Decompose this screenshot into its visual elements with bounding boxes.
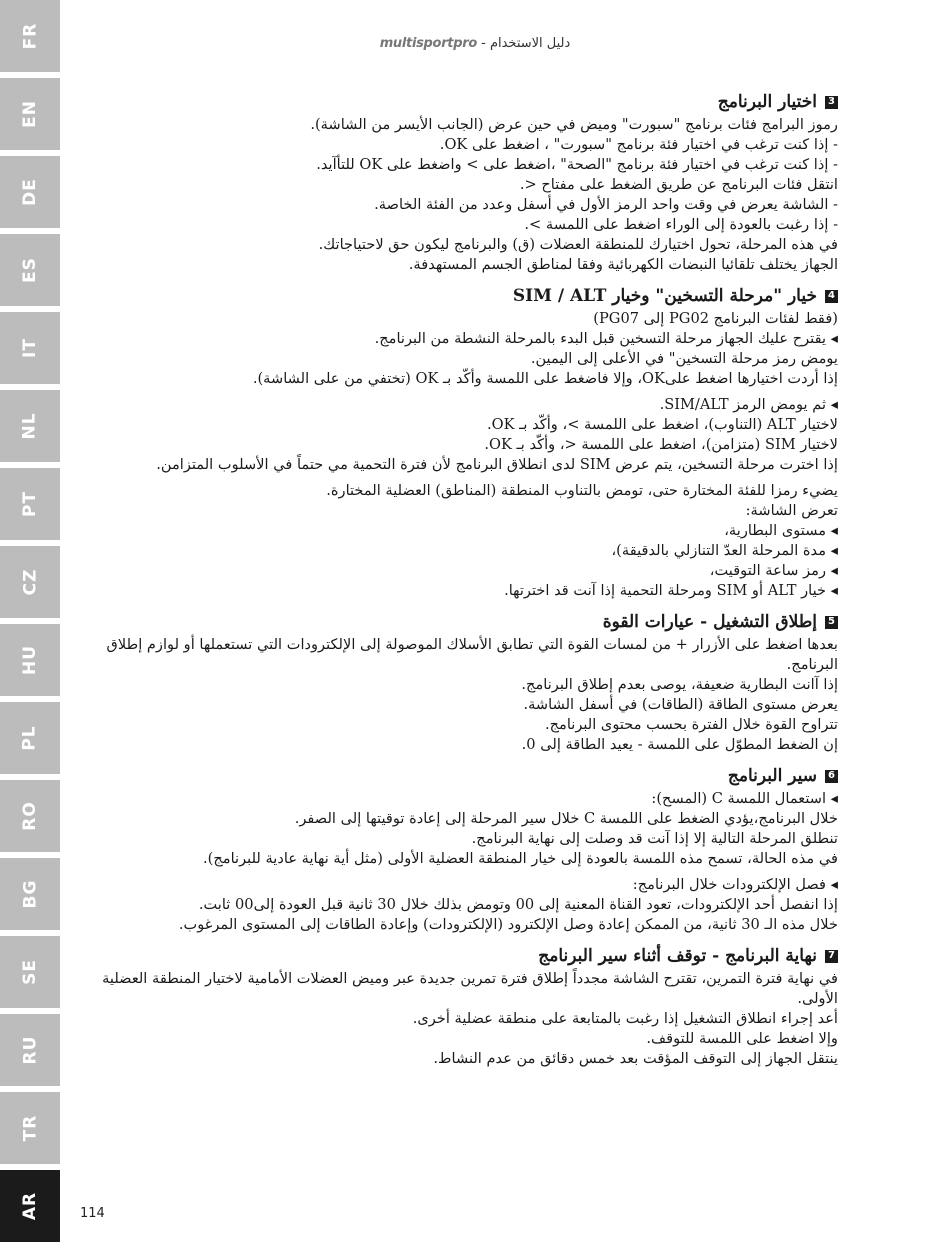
section-3 <box>88 90 838 275</box>
header-title: - دليل الاستخدام <box>476 36 571 51</box>
lang-tab-label: TR <box>20 1114 40 1142</box>
text-line: بعدها اضغط على الأزرار + من لمسات القوة التي تطابق الأسلاك الموصولة إلى الإلكترودات التي تستعملها أو لوازم إطلاق البرنامج. <box>106 636 838 673</box>
section-4 <box>88 284 838 601</box>
text-line: يعرض مستوى الطاقة (الطاقات) في أسفل الشاشة. <box>523 696 838 713</box>
lang-tab-label: HU <box>19 644 40 676</box>
lang-tab-ar[interactable] <box>0 1170 60 1242</box>
lang-tab-label: DE <box>19 178 40 206</box>
lang-tab-label: CZ <box>20 568 40 596</box>
lang-tab-label: FR <box>19 22 40 50</box>
text-line: لاختيار SIM (متزامن)، اضغط على اللمسة <، وأكّد بـ OK. <box>484 436 838 453</box>
lang-tab-label: RO <box>19 801 40 831</box>
language-tabs <box>0 0 60 1242</box>
lang-tab-label: BG <box>19 879 40 909</box>
section-title: اختيار البرنامج <box>717 92 817 112</box>
lang-tab-it[interactable] <box>0 312 60 384</box>
text-line: في نهاية فترة التمرين، تقترح الشاشة مجدداً إطلاق فترة تمرين جديدة عبر وميض العضلات الأمامية لاختيار المنطقة العضلية الأولى. <box>102 970 838 1007</box>
text-line: ◂ يقترح عليك الجهاز مرحلة التسخين قبل البدء بالمرحلة النشطة من البرنامج. <box>374 330 838 347</box>
text-line: تنطلق المرحلة التالية إلا إذا آنت قد وصلت إلى نهاية البرنامج. <box>471 830 838 847</box>
section-heading <box>88 610 838 634</box>
lang-tab-label: AR <box>20 1191 40 1221</box>
lang-tab-label: NL <box>20 412 40 440</box>
text-line: في هذه المرحلة، تحول اختيارك للمنطقة العضلات (ق) والبرنامج ليكون حق لاحتياجاتك. <box>318 236 838 253</box>
lang-tab-se[interactable] <box>0 936 60 1008</box>
text-line: رموز البرامج فئات برنامج "سبورت" وميض في حين عرض (الجانب الأيسر من الشاشة). <box>310 116 838 133</box>
text-line: انتقل فئات البرنامج عن طريق الضغط على مفتاح <. <box>519 176 838 193</box>
section-number-badge: 6 <box>825 770 838 783</box>
page-number: 114 <box>80 1206 105 1221</box>
text-line: ◂ ثم يومض الرمز SIM/ALT. <box>659 396 838 413</box>
lang-tab-pt[interactable] <box>0 468 60 540</box>
text-line: أعد إجراء انطلاق التشغيل إذا رغبت بالمتابعة على منطقة عضلية أخرى. <box>412 1010 838 1027</box>
section-number-badge: 3 <box>825 96 838 109</box>
text-line: تعرض الشاشة: <box>745 502 838 519</box>
lang-tab-es[interactable] <box>0 234 60 306</box>
text-line: ◂ خيار ALT أو SIM ومرحلة التحمية إذا آنت قد اخترتها. <box>504 582 838 599</box>
section-title: نهاية البرنامج - توقف أثناء سير البرنامج <box>538 946 817 966</box>
text-line: لاختيار ALT (التناوب)، اضغط على اللمسة >، وأكّد بـ OK. <box>487 416 838 433</box>
lang-tab-label: EN <box>20 100 40 128</box>
text-line: ◂ فصل الإلكترودات خلال البرنامج: <box>632 876 838 893</box>
text-line: إن الضغط المطوّل على اللمسة - يعيد الطاقة إلى 0. <box>521 736 838 753</box>
document-content <box>88 90 838 1078</box>
text-line: - إذا كنت ترغب في اختيار فئة برنامج "سبورت" ، اضغط على OK. <box>439 136 838 153</box>
text-line: وإلا اضغط على اللمسة للتوقف. <box>646 1030 838 1047</box>
section-title: خيار "مرحلة التسخين" وخيار SIM / ALT <box>512 286 817 306</box>
text-line: إذا آانت البطارية ضعيفة، يوصى بعدم إطلاق البرنامج. <box>521 676 838 693</box>
lang-tab-ru[interactable] <box>0 1014 60 1086</box>
text-line: إذا أردت اختيارها اضغط علىOK، وإلا فاضغط على اللمسة وأكّد بـ OK (تختفي من على الشاشة). <box>252 370 838 387</box>
text-line: ◂ استعمال اللمسة C (المسح): <box>651 790 838 807</box>
text-line: - الشاشة يعرض في وقت واحد الرمز الأول في أسفل وعدد من الفئة الخاصة. <box>374 196 838 213</box>
section-title: سير البرنامج <box>727 766 817 786</box>
text-line: خلال البرنامج،يؤدي الضغط على اللمسة C خلال سير المرحلة إلى إعادة توقيتها إلى الصفر. <box>294 810 838 827</box>
text-line: خلال مذه الـ 30 ثانية، من الممكن إعادة وصل الإلكترود (الإلكترودات) وإعادة الطاقات إلى المستوى المرغوب. <box>178 916 838 933</box>
lang-tab-label: ES <box>19 257 40 283</box>
lang-tab-ro[interactable] <box>0 780 60 852</box>
lang-tab-bg[interactable] <box>0 858 60 930</box>
text-line: يومض رمز مرحلة التسخين" في الأعلى إلى اليمين. <box>530 350 838 367</box>
lang-tab-label: IT <box>19 338 40 358</box>
lang-tab-label: PL <box>19 725 40 751</box>
lang-tab-hu[interactable] <box>0 624 60 696</box>
text-line: إذا اخترت مرحلة التسخين، يتم عرض SIM لدى انطلاق البرنامج لأن فترة التحمية مي حتماً في الأسلوب المتزامن. <box>156 456 838 473</box>
lang-tab-nl[interactable] <box>0 390 60 462</box>
section-5 <box>88 610 838 755</box>
lang-tab-tr[interactable] <box>0 1092 60 1164</box>
section-number-badge: 4 <box>825 290 838 303</box>
text-line: في مذه الحالة، تسمح مذه اللمسة بالعودة إلى خيار المنطقة العضلية الأولى (مثل أية نهاية عادية للبرنامج). <box>203 850 838 867</box>
section-heading <box>88 764 838 788</box>
lang-tab-label: RU <box>20 1035 40 1065</box>
text-line: - إذا رغبت بالعودة إلى الوراء اضغط على اللمسة >. <box>524 216 838 233</box>
text-line: إذا انفصل أحد الإلكترودات، تعود القناة المعنية إلى 00 وتومض بذلك خلال 30 ثانية قبل العودة إلى00 ثابت. <box>198 896 838 913</box>
text-line: يضيء رمزا للفئة المختارة حتى، تومض بالتناوب المنطقة (المناطق) العضلية المختارة. <box>326 482 838 499</box>
section-number-badge: 7 <box>825 950 838 963</box>
lang-tab-en[interactable] <box>0 78 60 150</box>
brand-logo: multisportpro <box>379 36 477 51</box>
section-6 <box>88 764 838 935</box>
text-line: - إذا كنت ترغب في اختيار فئة برنامج "الصحة" ،اضغط على > واضغط على OK للتأآيد. <box>316 156 838 173</box>
lang-tab-de[interactable] <box>0 156 60 228</box>
lang-tab-cz[interactable] <box>0 546 60 618</box>
page-header <box>0 36 950 51</box>
lang-tab-label: SE <box>19 959 40 985</box>
text-line: ◂ مدة المرحلة العدّ التنازلي بالدقيقة)، <box>611 542 838 559</box>
text-line: (فقط لفئات البرنامج PG02 إلى PG07) <box>593 310 838 327</box>
text-line: تتراوح القوة خلال الفترة بحسب محتوى البرنامج. <box>544 716 838 733</box>
section-title: إطلاق التشغيل - عيارات القوة <box>602 612 817 632</box>
text-line: ينتقل الجهاز إلى التوقف المؤقت بعد خمس دقائق من عدم النشاط. <box>433 1050 838 1067</box>
lang-tab-label: PT <box>20 490 40 518</box>
section-number-badge: 5 <box>825 616 838 629</box>
section-heading <box>88 944 838 968</box>
section-7 <box>88 944 838 1069</box>
section-heading <box>88 90 838 114</box>
text-line: ◂ مستوى البطارية، <box>724 522 838 539</box>
text-line: ◂ رمز ساعة التوقيت، <box>709 562 838 579</box>
text-line: الجهاز يختلف تلقائيا النبضات الكهربائية وفقا لمناطق الجسم المستهدفة. <box>408 256 838 273</box>
lang-tab-pl[interactable] <box>0 702 60 774</box>
section-heading <box>88 284 838 308</box>
